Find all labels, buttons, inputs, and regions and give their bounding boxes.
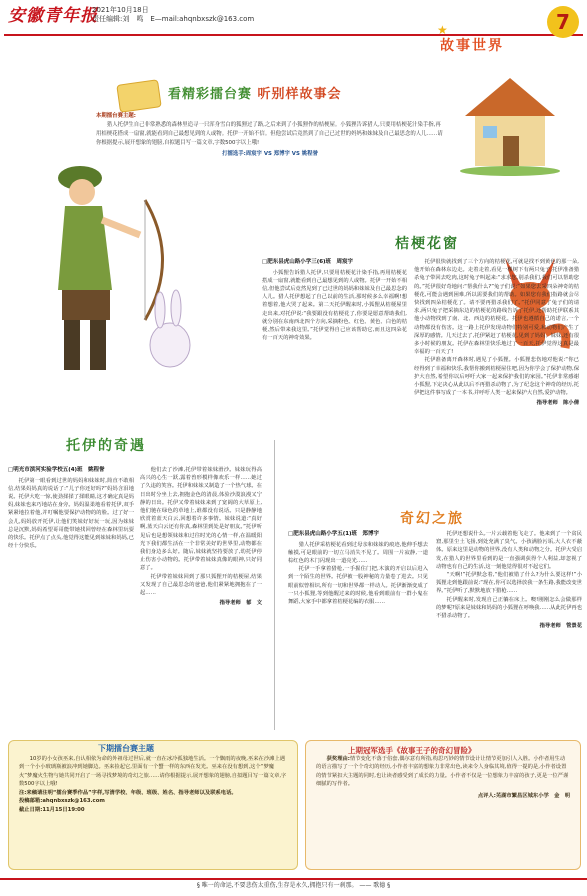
banner-title-a: 看精彩擂台赛 [168,87,253,102]
submission-email [19,797,287,805]
house-illustration [455,66,565,176]
banner-title-b: 听别样故事会 [257,87,342,102]
star-icon: ★ [437,23,448,37]
article-teacher: 指导老师 郁 文 [219,600,262,607]
article-teacher: 指导老师 管景花 [539,623,582,630]
next-topic-body: 10岁的小女孩巫来,自认相依为命的外祖母过世后,就一直在冰冷孤独地生活。一个飘雨的夜晚,巫来在沙滩上遇到一个小小玻璃瓶被浪冲到她脚边。巫来捡起它,里面有一个蟹一样的东西在发光。巫来在没有想到,这个“梦魔火”梦魔火生物与她共同开启了一场寻找梦境的奇幻之旅……请你根据提示,展开想象的翅膀,自拟题目写一篇文章,字数500字以上哦! [19,756,287,788]
issue-date: 2021年10月18日 [92,6,149,14]
article-title-qihuan: 奇幻之旅 [400,511,464,527]
article-paragraph: 托伊醒来时,发现自己正躺在床上。噢!刚刚怎么会做那样的梦呢?原来是妹妹和妈妈的小狐狸在呼唤我……从此托伊再也不猎杀动物了。 [436,596,582,620]
article-paragraph: 小狐狸告诉猎人托伊,只要用桔梗花汁染手指,再用桔梗花搭成一扇窗,就能看到自己最想见到的人或物。托伊一开始不相信,但他尝试后竟然见到了已过世的妈妈和妹妹及自己最思念的人儿。猎人托伊想起了自己以前的生活,那时候多么幸福啊!想着想着,他大哭了起来。第二天托伊醒来时,小狐狸从桔梗屋里走出来,对托伊说:“我要跟没有桔梗花了,你要是愿意帮助我们,就分别在东南西北四个方向,采摘粉色、红色、黄色、白色的桔梗,然后带来我这里。”托伊觉得自己应该帮助它,而且这四朵花有一百天的神奇效果。 [262,269,407,342]
banner-decoration [116,79,161,113]
article-paragraph: 托伊准备离开森林时,遇见了小狐狸。小狐狸悲伤地对他说:“你已经得到了幸福和快乐,我帮你搬到桔梗屋住吧,因为你学会了保护动物,保护大自然,希望你以后呼吁大家一起来保护我们的家园。”托伊非常感谢小狐狸,下定决心从此以后不再猎杀动物了,为了纪念这个神奇的经历,托伊把这件事写成了一本书,并呼吁人类一起来保护大自然,爱护动物。 [414,357,579,397]
email-label: 投稿邮箱: [19,798,43,805]
section-title: 故事世界 [440,38,504,54]
article-byline: □肥东县虎山路小学五(1)班 郑博宇 [288,531,380,537]
intro-contestants: 打擂选手:周宸宇 VS 郑博宇 VS 姚程誉 [222,150,318,157]
article-qihuan-col2 [436,530,582,730]
comment-text: 情节变化不落于俗套,偶尔意有所指,构思巧妙的情节设计让情节更加引人入胜。小作者用生动的语言描写了一个个奇幻的经历,小作者丰富的想象力非常出色,读来令人身临其境,值得一提的是,小作者设置的情节紧扣大主题的同时,也让读者感受到了成长的力量。小作者不仅是一位想象力丰富的孩子,更是一位严谨细腻的写作者。 [316,756,569,788]
article-paragraph: 托伊一手拿着猎枪,一手握住门把,木演的开启以后进入到一个陌生的世界。托伊被一股神秘的力量卷了进去。只见眼前似曾相识,所有一切和世界都一样动人。托伊渐渐变成了一只小狐狸,等到他醒过来的时候,他看到眼前有一群小鬼在舞蹈,大家手中都拿着桔梗花编的衣服…… [288,566,428,605]
page-number: 7 [547,6,579,38]
article-paragraph: 托伊带着妹妹回到了那只狐狸开的桔梗屋,结果又发现了自己最思念的爸爸,他们紧紧地拥抱在了一起…… [140,573,262,597]
comment-sign: 点评人:芜湖市繁昌区城东小学 金 明 [477,792,570,799]
next-topic-title: 下期擂台赛主题 [98,744,154,753]
article-paragraph: 托伊第一眼看到过世的妈妈和妹妹时,简直不敢相信,结果妈妈真的说话了:“儿子你还好吗?”妈妈含泪地说。托伊大吃一惊,使劲揉揉了揉眼睛,这才确定真是妈妈,妹妹也来巧地站在身旁。妈妈温柔地看着托伊,双手紧紧地拉着他,并叮嘱他要保护动物的的脸。过了好一会儿,妈妈放开托伊,让他们笑妹好好玩一玩,因为妹妹总是沉默,妈妈希望哥哥能带她找回曾经在森林里玩耍的快乐。托伊点了点头,他觉得这能见到妹妹和妈妈,已经十分快乐。 [8,477,134,550]
intro-label: 本期擂台赛主题: [96,113,136,119]
comment-box [305,740,581,870]
article-paragraph: 托伊还想说什么,一片云载着他飞走了。他来到了一个贫民窟,那里尘土飞扬,到处充满了臭气。小孩满脸污垢,大人衣不蔽体。原来这里是动物的世界,没有人类和动物之分。托伊大受启发,在猎人的世界里看到的是一直强调获得个人利益,却忽视了动物也有自己的生活,这一刻他觉得很对不起它们。 [436,531,582,570]
column-divider [274,440,275,730]
banner-title [168,86,342,105]
dateline [92,6,254,24]
article-paragraph: “天啊!”托伊默念着,“他们被错了什么?为什么要这样!”小狐狸走到他跟前说:“现在,你可以选择放我一条生路,我能改变世界。”托伊听了,默默地放下猎枪…… [436,572,582,595]
editor-line: 责任编辑:刘 鸣 E—mail:ahqnbxszk@163.com [92,15,255,24]
email-address[interactable]: ahqnbxszk@163.com [42,798,105,805]
intro-body: 猎人托伊生自己非常熟悉的森林里追寻一只浑身雪白的狐狸过了路,之后来到了小狐狸作的桔梗屋。小狐狸告诉猎人,只要用桔梗花汁染手指,再用桔梗花搭成一扇窗,就能看到自己最想见到的人或物。托伊一开始不信。但他尝试后竟然到了自己已过世的妈妈和妹妹及自己最思念的人儿……请你根据提示,展开想象的翅膀,自拟题目写一篇文章,字数500字以上哦! [96,121,443,146]
deadline-label: 截止日期: [19,806,43,813]
article-jiegeng-col2 [414,258,579,514]
article-paragraph: 猎人托伊采桔梗花看到过母亲和妹妹的痕迹,他伸手想去触摸,可是眼前的一切立马消失不见了。周围一片寂静,一道棕红色的木门闪现出一道亮光…… [288,541,428,564]
article-paragraph: 托伊很快就找到了三个方向的桔梗花,可就是找不到黄色的那一朵,他开始在森林东边走。走着走着,看见一棵树下有两只兔子,托伊准备猎杀兔子带回去吃肉,这时兔子叫起来:“求求您,别杀我们,我们可以帮助您的。”托伊很好奇地问:“帮我什么?”兔子们说:“如果您去采四朵神奇的桔梗花,可能会遇到困难,所以需要我们的帮助。如果您有我们指路就会尽快找到四朵桔梗花了。请不要再猎杀我们了。”托伊同意了兔子们的请求,两只兔子把采摘东边的桔梗花的路线告诉了托伊,还帮助托伊联系其他小动物找到了南、北、西边的桔梗花。托伊也遵循自己的诺言,一个动物都没有伤害。这一路上托伊发现动物们特别可爱,和动物们产生了深厚的感情。几天过去了,托伊紧赶了桔梗花,见到了妈妈、妹妹,还有很多小时候的朋友。托伊在森林里快乐地过了一百天,托伊觉得这真是最幸福的一百天了! [414,259,579,356]
comment-title: 上期冠军选手《故事王子的奇幻冒险》 [348,746,476,755]
article-title-tuoyi: 托伊的奇遇 [66,438,146,454]
rabbit-figure [150,290,190,367]
article-paragraph: 他们去了沙滩,托伊带着妹妹滑沙。妹妹玩得高高兴的心生一跃,露着兽形模样像欢乐一样……她过了久违的笑容。托伊和妹妹又制造了一个热气球。在日出时分坐上去,拥抱金色的清晨,体验沙漠浪漫又宁静的日出。托伊又带着妹妹来到了宽阔的大草原上,他们驰在绿色的草地上,谁都没有说话。只是静静地欣赏着蓝天白云,回想着许多事情。妹妹说道:“真好啊,蓝天白云还有你真,森林里到处是好朋友。”托伊听见后也是想领妹妹和过往时光的心情一样,在温暖阳光下我们都生活在一个非常美好的世界里,动物都在我们身边多么好。随后,妹妹就坚持要放了,幼托伊停止伤害小动物的。托伊带着妹妹真像的眼神,只好同意了。 [140,467,262,572]
article-tuoyi-col1 [8,466,134,730]
footer-quote: § 唯一的命运,不要悲伤太重伤,生存是永久,拥抱只有一刹那。 —— 歌德 § [0,878,587,892]
next-topic-note: 注:来稿请注明“擂台赛季作品”字样,写清学校、年级、班级、姓名、指导老师以及联系电话。 [19,789,237,796]
archer-illustration [20,140,200,390]
article-tuoyi-col2 [140,466,262,730]
article-qihuan-col1 [288,530,428,730]
comment-label: 获奖理由: [326,756,350,762]
article-jiegeng-col1 [262,258,407,433]
article-title-jiegeng: 桔梗花窗 [395,236,459,252]
comment-body [316,755,570,789]
newspaper-logo: 安徽青年报 [8,6,98,26]
article-teacher: 指导老师 陈小倩 [536,400,579,407]
article-byline: □肥东县虎山路小学三(6)班 周宸宇 [262,259,354,265]
submission-deadline [19,806,287,814]
article-byline: □明光市滨河实验学校五(4)班 姚程誉 [8,467,105,473]
next-topic-box [8,740,298,870]
archer-figure [58,166,163,370]
deadline-value: 11月15日19:00 [42,806,85,813]
